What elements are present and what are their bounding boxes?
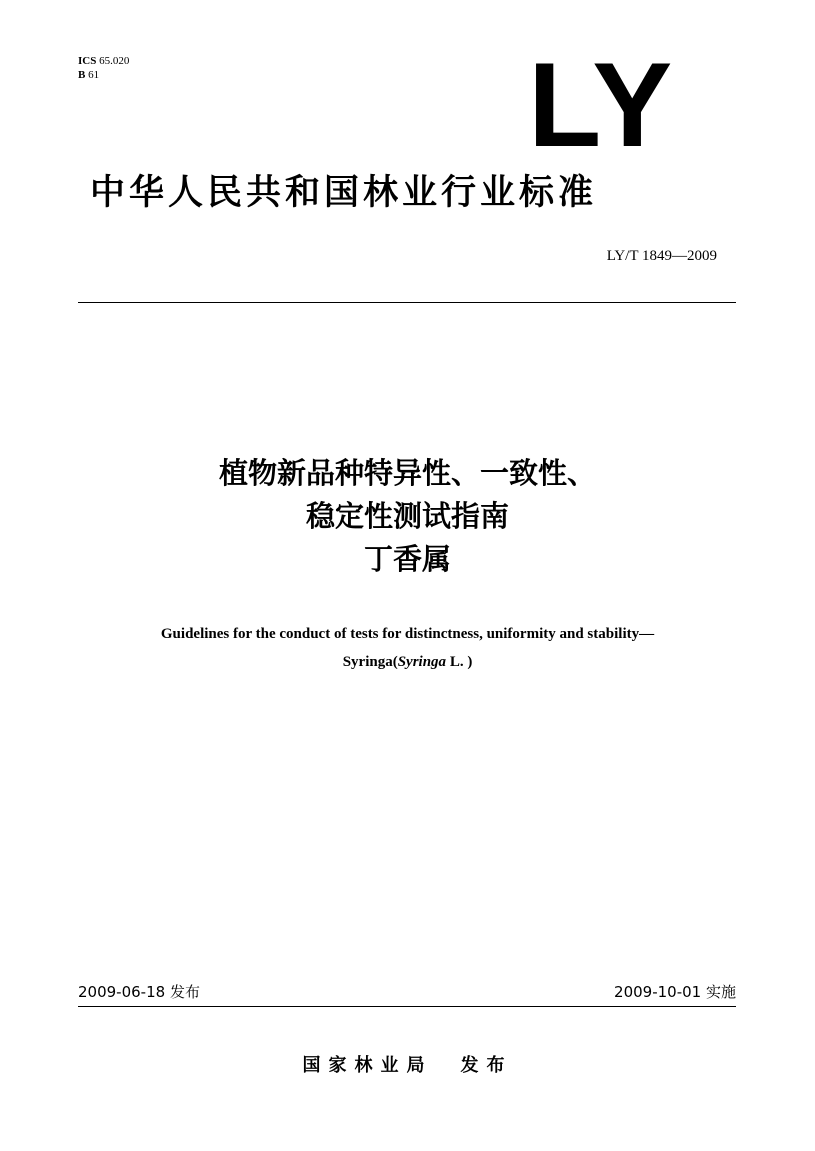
classification-codes xyxy=(78,54,129,82)
chinese-title-line-1: 植物新品种特异性、一致性、 xyxy=(218,456,596,490)
publisher xyxy=(0,1054,815,1078)
ccs-code-line xyxy=(78,68,129,82)
standard-number: LY/T 1849—2009 xyxy=(606,248,717,264)
chinese-title-line-2: 稳定性测试指南 xyxy=(305,499,509,533)
issue-date: 2009-06-18 发布 xyxy=(78,983,200,1001)
publisher-name: 国家林业局 xyxy=(302,1055,433,1076)
standard-category-title: 中华人民共和国林业行业标准 xyxy=(90,173,598,213)
implementation-date: 2009-10-01 实施 xyxy=(614,983,736,1001)
english-title-line-2-suffix: L. ) xyxy=(446,654,473,670)
english-title-line-2 xyxy=(0,648,815,676)
header-divider xyxy=(78,302,736,303)
footer-divider xyxy=(78,1006,736,1007)
english-title-line-2-prefix: Syringa( xyxy=(342,654,398,670)
english-title-line-1: Guidelines for the conduct of tests for distinctness, uniformity and stability— xyxy=(160,626,655,642)
ics-code: 65.020 xyxy=(99,55,130,67)
publisher-action: 发布 xyxy=(460,1055,513,1076)
chinese-title-line-3: 丁香属 xyxy=(363,542,451,576)
ics-code-line xyxy=(78,54,129,68)
chinese-title xyxy=(0,452,815,581)
ccs-code: 61 xyxy=(88,69,100,81)
ccs-label: B xyxy=(78,69,86,81)
english-title-line-2-italic: Syringa xyxy=(397,654,447,670)
ics-label: ICS xyxy=(78,55,97,67)
english-title xyxy=(0,620,815,676)
ly-logo: LY xyxy=(528,38,675,172)
